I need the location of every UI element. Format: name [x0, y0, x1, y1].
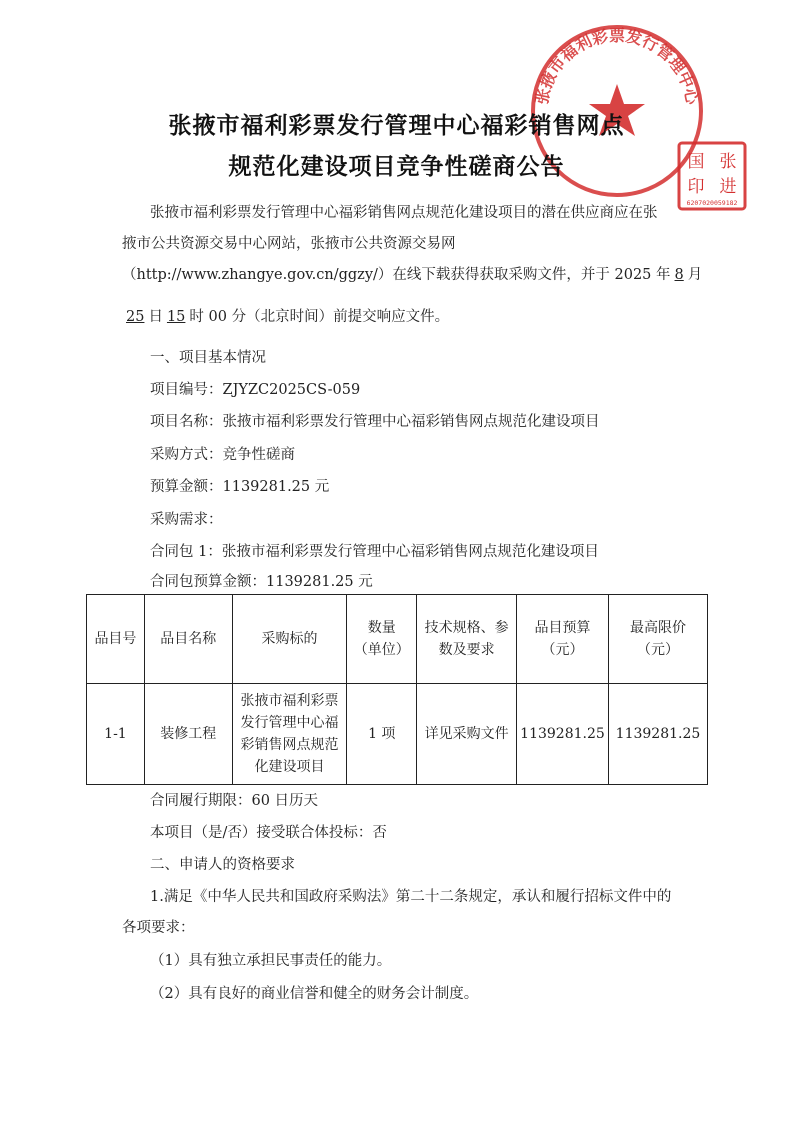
cell-item-no: 1-1 — [87, 684, 145, 785]
qualification-sub-2: （2）具有良好的商业信誉和健全的财务会计制度。 — [150, 986, 479, 1002]
deadline-day: 25 — [126, 309, 145, 325]
cell-spec: 详见采购文件 — [417, 684, 517, 785]
header-item-no: 品目号 — [87, 595, 145, 684]
day-unit: 日 — [148, 309, 163, 325]
intro-line-3 — [122, 265, 702, 285]
intro-line-4 — [122, 307, 449, 327]
project-name: 项目名称：张掖市福利彩票发行管理中心福彩销售网点规范化建设项目 — [150, 414, 600, 430]
name-stamp-number: 6207020059182 — [686, 199, 738, 207]
cell-max-price: 1139281.25 — [608, 684, 707, 785]
cell-subject: 张掖市福利彩票 发行管理中心福 彩销售网点规范 化建设项目 — [232, 684, 347, 785]
name-stamp-char-2: 张 — [719, 152, 737, 172]
header-item-budget: 品目预算 （元） — [516, 595, 608, 684]
intro-line-2: 掖市公共资源交易中心网站，张掖市公共资源交易网 — [122, 236, 456, 252]
qualification-sub-1: （1）具有独立承担民事责任的能力。 — [150, 953, 392, 969]
header-max-price: 最高限价 （元） — [608, 595, 707, 684]
name-stamp-char-3: 印 — [687, 177, 705, 197]
procurement-method: 采购方式：竞争性磋商 — [150, 447, 295, 463]
name-stamp-char-4: 进 — [719, 177, 737, 197]
deadline-rest: 时 00 分（北京时间）前提交响应文件。 — [189, 309, 450, 325]
items-table — [86, 594, 708, 785]
header-item-name: 品目名称 — [144, 595, 232, 684]
budget-amount: 预算金额：1139281.25 元 — [150, 479, 330, 495]
intro-url-text: （http://www.zhangye.gov.cn/ggzy/）在线下载获得获取采购文件，并于 2025 年 — [122, 267, 671, 283]
deadline-month: 8 — [674, 267, 684, 283]
document-title-line-2: 规范化建设项目竞争性磋商公告 — [228, 154, 565, 180]
qualification-item-1: 1.满足《中华人民共和国政府采购法》第二十二条规定，承认和履行招标文件中的 — [150, 889, 672, 905]
project-number: 项目编号：ZJYZC2025CS-059 — [150, 382, 361, 398]
header-spec: 技术规格、参 数及要求 — [417, 595, 517, 684]
intro-line-1: 张掖市福利彩票发行管理中心福彩销售网点规范化建设项目的潜在供应商应在张 — [150, 205, 658, 221]
section-1-heading: 一、项目基本情况 — [150, 350, 266, 366]
cell-quantity: 1 项 — [347, 684, 417, 785]
cell-budget: 1139281.25 — [516, 684, 608, 785]
contract-lot: 合同包 1：张掖市福利彩票发行管理中心福彩销售网点规范化建设项目 — [150, 544, 599, 560]
deadline-hour: 15 — [166, 309, 186, 325]
table-row — [87, 684, 708, 785]
header-quantity: 数量 （单位） — [347, 595, 417, 684]
seal-text: 张掖市福利彩票发行管理中心 — [532, 26, 702, 107]
lot-budget: 合同包预算金额：1139281.25 元 — [150, 574, 373, 590]
consortium-bidding: 本项目（是/否）接受联合体投标：否 — [150, 825, 387, 841]
document-title-line-1: 张掖市福利彩票发行管理中心福彩销售网点 — [168, 113, 625, 139]
month-unit: 月 — [687, 267, 703, 283]
procurement-requirements: 采购需求： — [150, 512, 223, 528]
header-subject: 采购标的 — [232, 595, 347, 684]
name-stamp-char-1: 国 — [687, 152, 705, 172]
contract-period: 合同履行期限：60 日历天 — [150, 793, 319, 809]
section-2-heading: 二、申请人的资格要求 — [150, 857, 295, 873]
table-header-row — [87, 595, 708, 684]
cell-item-name: 装修工程 — [144, 684, 232, 785]
qualification-item-1-cont: 各项要求： — [122, 920, 195, 936]
